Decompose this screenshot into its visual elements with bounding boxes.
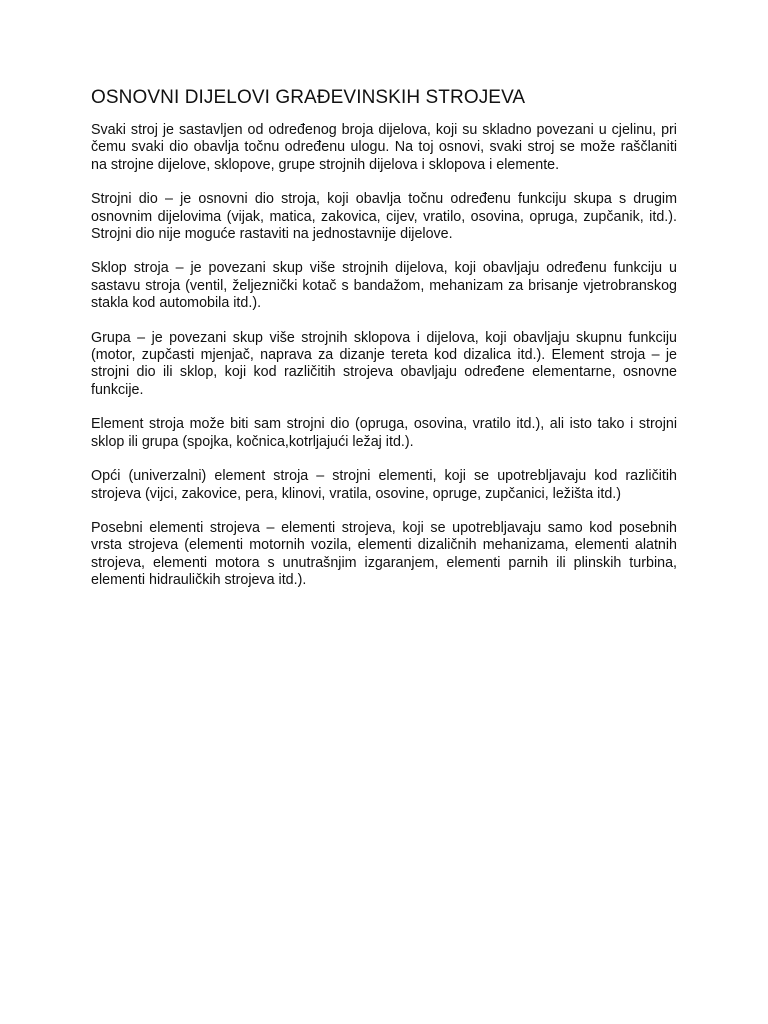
document-title: OSNOVNI DIJELOVI GRAĐEVINSKIH STROJEVA — [91, 87, 526, 108]
paragraph-intro: Svaki stroj je sastavljen od određenog broja dijelova, koji su skladno povezani u cjelinu, pri čemu svaki dio obavlja točnu određenu ulogu. Na toj osnovi, svaki stroj se može raščlaniti na strojne dijelove, sklopove, grupe strojnih dijelova i sklopova i elemente. — [91, 122, 677, 173]
paragraph-element-stroja: Element stroja može biti sam strojni dio (opruga, osovina, vratilo itd.), ali isto tako i strojni sklop ili grupa (spojka, kočnica,kotrljajući ležaj itd.). — [91, 416, 677, 450]
paragraph-sklop-stroja: Sklop stroja – je povezani skup više strojnih dijelova, koji obavljaju određenu funkciju u sastavu stroja (ventil, željeznički kotač s bandažom, mehanizam za brisanje vjetrobranskog stakla kod automobila itd.). — [91, 260, 677, 312]
paragraph-grupa: Grupa – je povezani skup više strojnih sklopova i dijelova, koji obavljaju skupnu funkciju (motor, zupčasti mjenjač, naprava za dizanje tereta kod dizalica itd.). Element stroja – je strojni dio ili sklop, koji kod različitih strojeva obavljaju određene elementarne, osnovne funkcije. — [91, 329, 677, 398]
paragraph-opci-element: Opći (univerzalni) element stroja – strojni elementi, koji se upotrebljavaju kod različitih strojeva (vijci, zakovice, pera, klinovi, vratila, osovine, opruge, zupčanici, ležišta itd.) — [91, 468, 677, 502]
document-body — [91, 86, 677, 607]
paragraph-strojni-dio: Strojni dio – je osnovni dio stroja, koji obavlja točnu određenu funkciju skupa s drugim osnovnim dijelovima (vijak, matica, zakovica, cijev, vratilo, osovina, opruga, zupčanik, itd.). Strojni dio nije moguće rastaviti na jednostavnije dijelove. — [91, 191, 677, 243]
paragraph-posebni-elementi: Posebni elementi strojeva – elementi strojeva, koji se upotrebljavaju samo kod posebnih vrsta strojeva (elementi motornih vozila, elementi dizaličnih mehanizama, elementi alatnih strojeva, elementi motora s unutrašnjim izgaranjem, elementi parnih ili plinskih turbina, elementi hidrauličkih strojeva itd.). — [91, 519, 677, 589]
